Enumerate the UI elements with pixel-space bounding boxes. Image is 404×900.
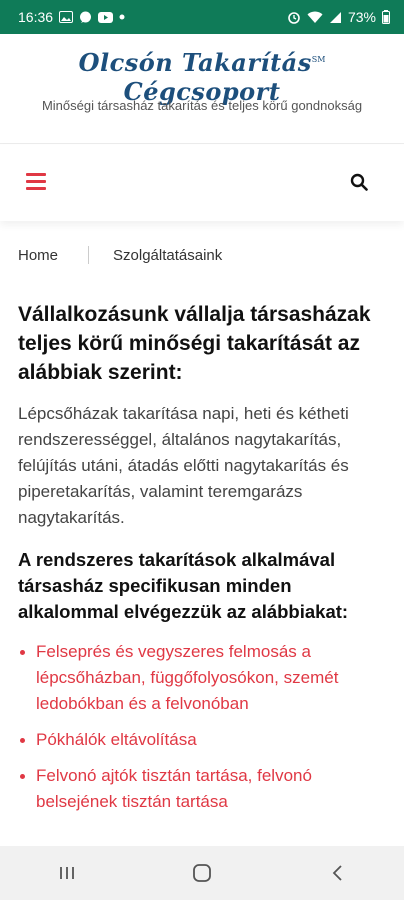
site-title-suffix: Cégcsoport — [123, 77, 281, 106]
battery-icon — [382, 10, 390, 24]
image-notification-icon — [59, 11, 73, 23]
wifi-icon — [307, 11, 323, 24]
service-mark: SM — [311, 55, 326, 64]
dot-notification-icon — [119, 14, 125, 20]
services-list — [18, 639, 386, 815]
list-item: Felseprés és vegyszeres felmosás a lépcsőházban, függőfolyosókon, szemét ledobókban és a felvonóban — [18, 639, 386, 717]
youtube-notification-icon — [98, 12, 113, 23]
back-button[interactable] — [307, 853, 367, 893]
status-left — [18, 9, 125, 25]
breadcrumb-home[interactable]: Home — [18, 246, 59, 264]
site-title-name: Olcsón Takarítás — [78, 48, 312, 77]
main-content — [18, 300, 386, 825]
status-time: 16:36 — [18, 9, 54, 25]
list-item: Felvonó ajtók tisztán tartása, felvonó belsejének tisztán tartása — [18, 763, 386, 815]
signal-icon — [329, 11, 342, 24]
lead-heading: Vállalkozásunk vállalja társasházak teljes körű minőségi takarítását az alábbiak szerint: — [18, 303, 371, 384]
site-header — [0, 34, 404, 144]
search-icon[interactable] — [350, 173, 368, 191]
home-button[interactable] — [172, 853, 232, 893]
navbar — [0, 145, 404, 221]
breadcrumb — [18, 246, 222, 264]
status-bar — [0, 0, 404, 34]
battery-percent: 73% — [347, 9, 376, 25]
alarm-icon — [287, 10, 301, 24]
services-subheading: A rendszeres takarítások alkalmával társasház specifikusan minden alkalommal elvégezzük az alábbiakat: — [18, 549, 349, 622]
chat-notification-icon — [79, 11, 92, 24]
breadcrumb-current: Szolgáltatásaink — [113, 246, 223, 264]
breadcrumb-separator — [88, 246, 89, 264]
system-nav-bar — [0, 846, 404, 900]
list-item: Pókhálók eltávolítása — [18, 727, 386, 753]
recent-apps-button[interactable] — [37, 853, 97, 893]
hamburger-menu-icon[interactable] — [26, 173, 46, 189]
intro-paragraph: Lépcsőházak takarítása napi, heti és kétheti rendszerességgel, általános nagytakarítás, felújítás utáni, átadás előtti nagytakarítás és piperetakarítás, valamint teremgarázs nagytakarítás. — [18, 404, 349, 527]
site-tagline: Minőségi társasház takarítás és teljes körű gondnokság — [41, 98, 363, 113]
status-right — [287, 9, 390, 25]
